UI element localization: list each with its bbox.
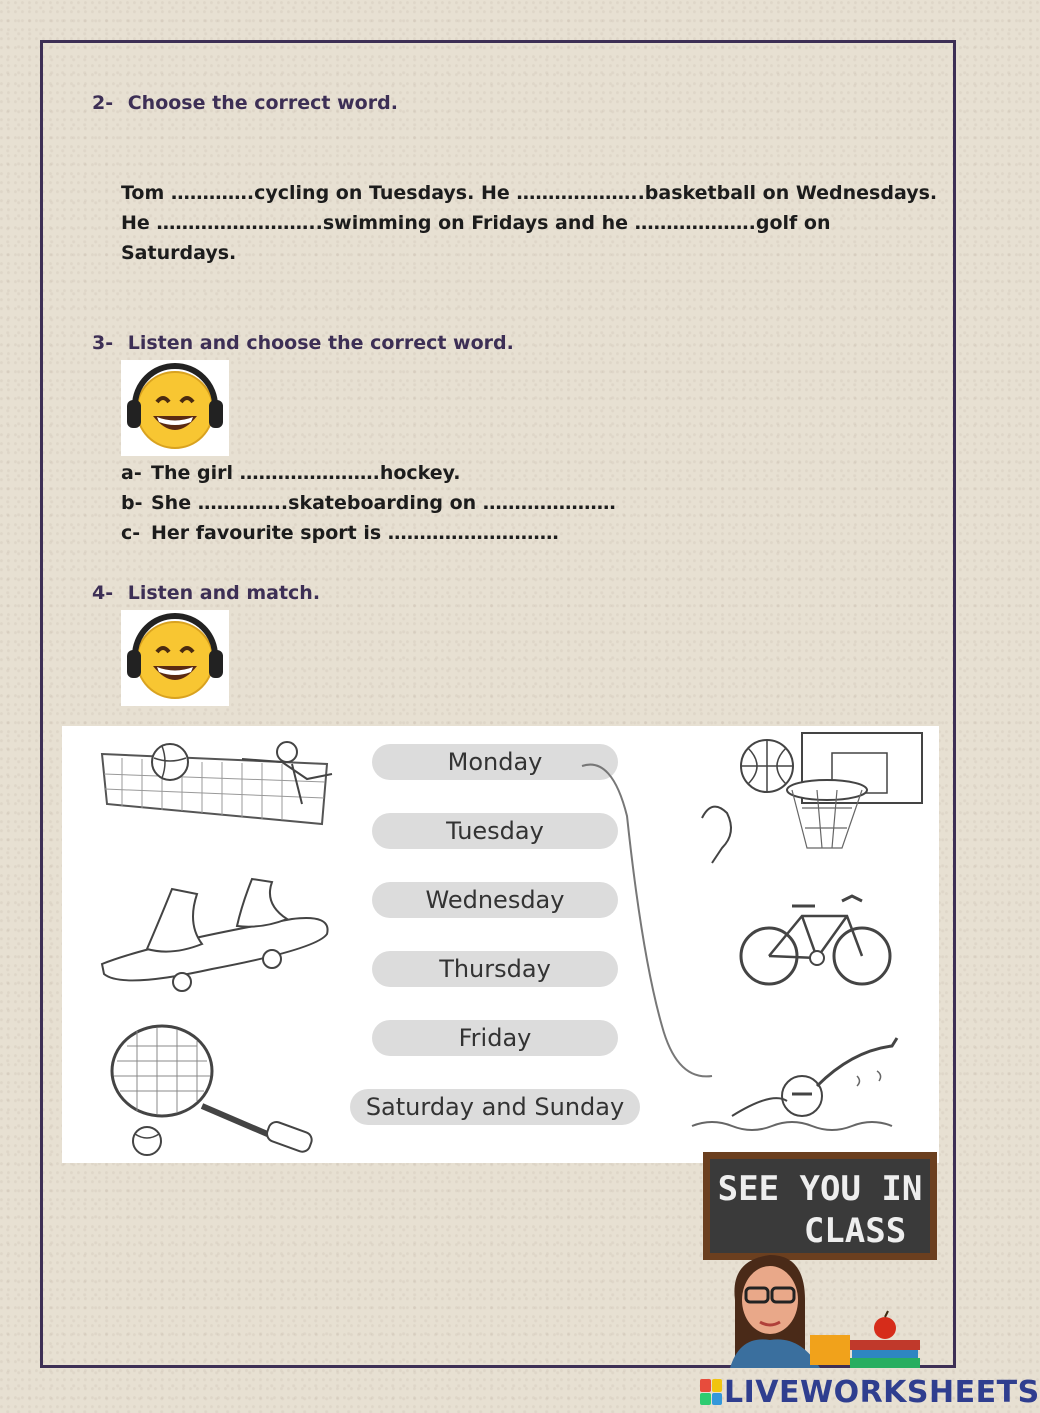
list-item: a- The girl ………………….hockey. [121, 462, 461, 484]
see-you-in-class-image [700, 1150, 940, 1368]
section-3-title: Listen and choose the correct word. [127, 332, 514, 354]
section-4-number: 4- [92, 582, 114, 604]
match-panel [62, 726, 939, 1163]
headphones-smiley-icon[interactable] [121, 360, 229, 456]
day-tuesday[interactable]: Tuesday [372, 813, 618, 849]
day-monday[interactable]: Monday [372, 744, 618, 780]
swimming-icon [682, 1016, 932, 1156]
list-item: c- Her favourite sport is ……………………… [121, 522, 559, 544]
volleyball-icon [92, 734, 342, 864]
liveworksheets-logo[interactable] [700, 1373, 1040, 1411]
section-4-heading [92, 582, 320, 604]
bicycle-icon [737, 886, 897, 996]
section-3-heading [92, 332, 514, 354]
liveworksheets-icon [700, 1379, 722, 1405]
liveworksheets-brand: LIVEWORKSHEETS [724, 1374, 1040, 1410]
headphones-smiley-icon[interactable] [121, 610, 229, 706]
list-item: b- She …………..skateboarding on ………………… [121, 492, 616, 514]
section-3-number: 3- [92, 332, 114, 354]
section-2-title: Choose the correct word. [127, 92, 398, 114]
section-2-paragraph: Tom ………….cycling on Tuesdays. He ………………..basketball on Wednesdays. He ……………………..swimming on Fridays and he ……………….golf on Saturdays. [121, 182, 938, 264]
section-3-items [121, 458, 616, 548]
poster-line-1: SEE YOU IN [717, 1169, 923, 1209]
section-4-title: Listen and match. [127, 582, 321, 604]
day-thursday[interactable]: Thursday [372, 951, 618, 987]
day-saturday-sunday[interactable]: Saturday and Sunday [350, 1089, 640, 1125]
section-2-number: 2- [92, 92, 114, 114]
tennis-icon [92, 1016, 342, 1161]
poster-line-2: CLASS [803, 1211, 907, 1251]
day-friday[interactable]: Friday [372, 1020, 618, 1056]
section-2-heading [92, 92, 398, 114]
skateboard-icon [92, 874, 342, 1004]
day-wednesday[interactable]: Wednesday [372, 882, 618, 918]
basketball-icon [682, 728, 932, 868]
